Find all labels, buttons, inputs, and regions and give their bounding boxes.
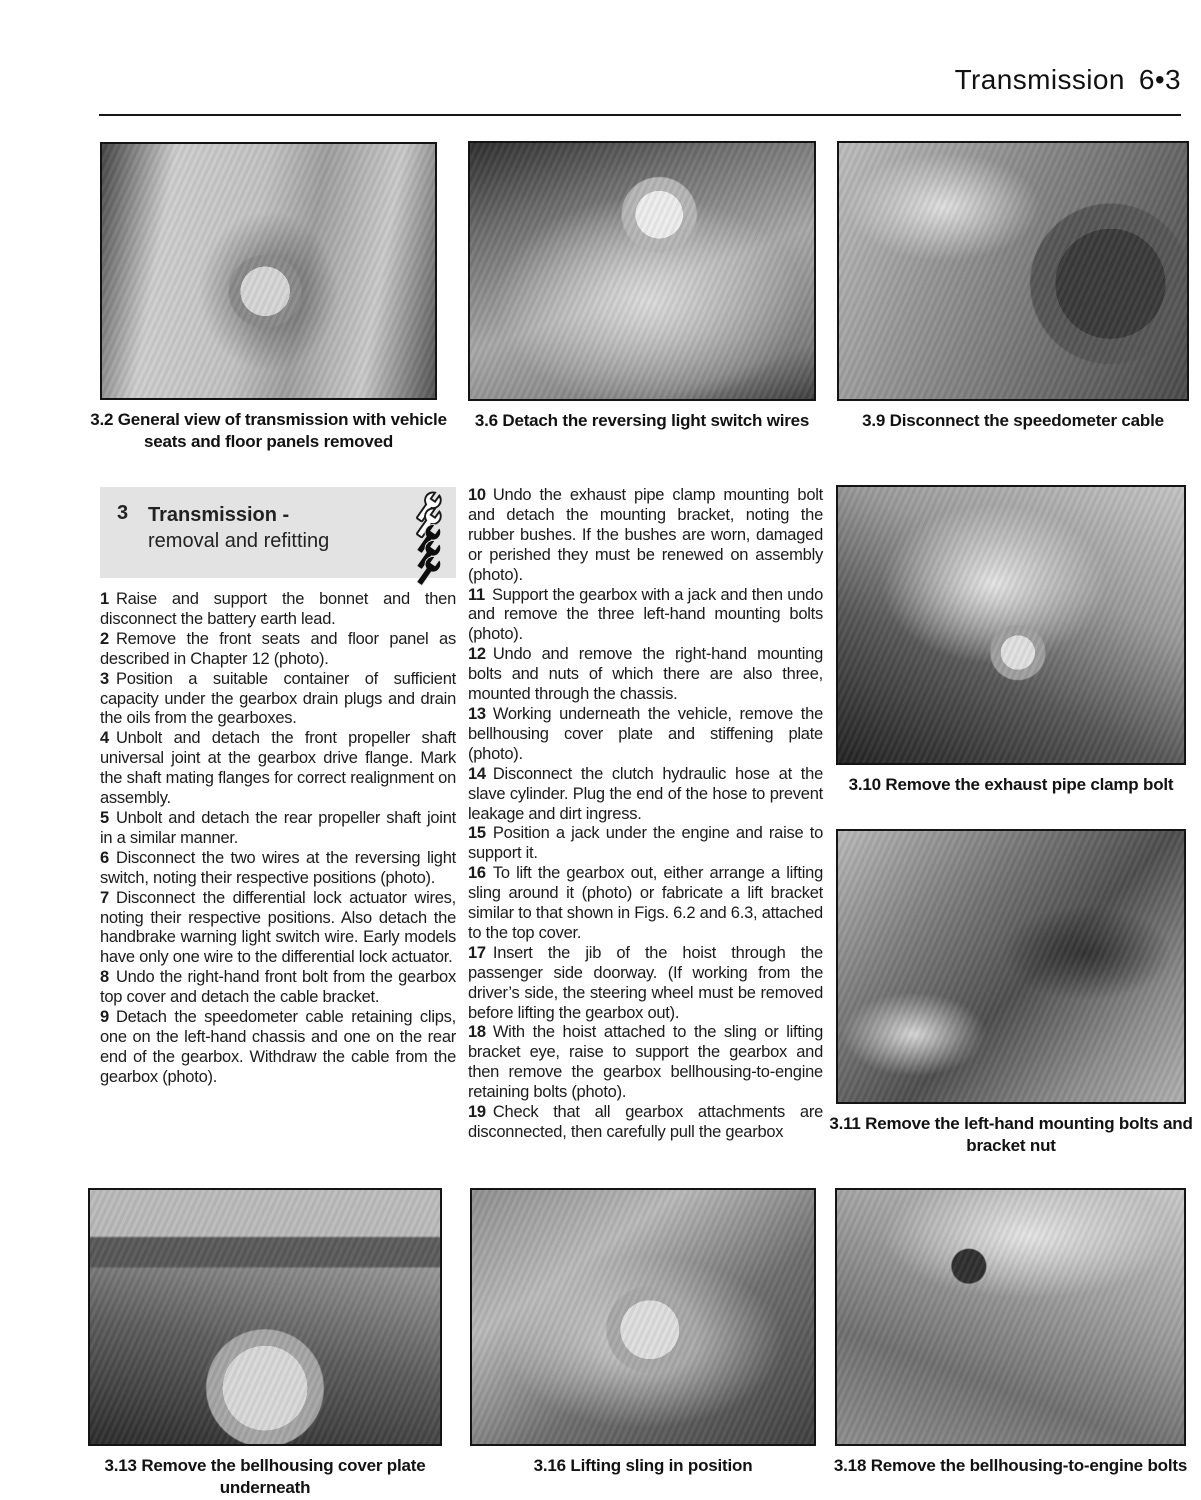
photo-3-6	[468, 141, 816, 401]
photo-caption-3-10: 3.10 Remove the exhaust pipe clamp bolt	[848, 775, 1174, 794]
step-text: Detach the speedometer cable retaining clips, one on the left-hand chassis and one on the rear end of the gearbox. Withdraw the cable from the gearbox (photo).	[100, 1008, 456, 1086]
step-number: 16	[468, 864, 486, 883]
step-3	[100, 670, 456, 730]
step-text: Check that all gearbox attachments are disconnected, then carefully pull the gearbox	[468, 1103, 823, 1141]
step-number: 13	[468, 704, 486, 723]
step-8	[100, 968, 456, 1008]
header-rule	[99, 114, 1181, 116]
step-7	[100, 889, 456, 969]
spanner-icon	[411, 554, 445, 588]
step-text: Working underneath the vehicle, remove the bellhousing cover plate and stiffening plate (photo).	[468, 704, 823, 763]
photo-caption-3-11: 3.11 Remove the left-hand mounting bolts and bracket nut	[829, 1114, 1193, 1155]
photo-caption-3-13: 3.13 Remove the bellhousing cover plate underneath	[104, 1456, 426, 1497]
step-12	[468, 645, 823, 705]
step-number: 5	[100, 808, 109, 827]
step-number: 11	[468, 585, 485, 604]
step-number: 3	[100, 669, 109, 688]
step-4	[100, 729, 456, 809]
step-number: 18	[468, 1023, 486, 1042]
chapter-title: Transmission	[954, 64, 1125, 95]
step-16	[468, 864, 823, 944]
step-number: 19	[468, 1103, 486, 1122]
step-number: 14	[468, 764, 486, 783]
step-text: Undo the right-hand front bolt from the gearbox top cover and detach the cable bracket.	[100, 968, 456, 1007]
photo-3-18	[835, 1188, 1186, 1446]
step-2	[100, 630, 456, 670]
step-number: 9	[100, 1008, 109, 1027]
step-19	[468, 1103, 823, 1143]
photo-3-10	[836, 485, 1186, 765]
step-text: Remove the front seats and floor panel as described in Chapter 12 (photo).	[100, 629, 456, 668]
steps-column-middle	[468, 486, 823, 1143]
section-heading-box	[100, 487, 456, 578]
difficulty-spanner-rating-icon	[408, 492, 448, 574]
page-header	[955, 64, 1181, 96]
step-text: Disconnect the two wires at the reversing light switch, noting their respective positions (photo).	[100, 848, 456, 887]
step-number: 4	[100, 729, 109, 748]
step-number: 7	[100, 888, 109, 907]
photo-3-13	[88, 1188, 442, 1446]
photo-caption-3-2: 3.2 General view of transmission with vehicle seats and floor panels removed	[90, 410, 447, 451]
section-title-line2: removal and refitting	[148, 530, 330, 552]
photo-caption-3-18: 3.18 Remove the bellhousing-to-engine bolts	[833, 1456, 1188, 1475]
photo-caption-3-9: 3.9 Disconnect the speedometer cable	[862, 411, 1164, 430]
step-text: To lift the gearbox out, either arrange a lifting sling around it (photo) or fabricate a lift bracket similar to that shown in Figs. 6.2 and 6.3, attached to the top cover.	[468, 864, 823, 942]
step-10	[468, 486, 823, 586]
step-number: 15	[468, 824, 486, 843]
step-text: Unbolt and detach the front propeller shaft universal joint at the gearbox drive flange. Mark the shaft mating flanges for correct realignment on assembly.	[100, 729, 456, 808]
section-title	[148, 502, 329, 554]
steps-column-left	[100, 590, 456, 1088]
step-13	[468, 705, 823, 765]
page-number: 6•3	[1138, 64, 1181, 95]
step-number: 2	[100, 629, 109, 648]
step-14	[468, 765, 823, 825]
step-number: 12	[468, 645, 486, 664]
step-number: 10	[468, 486, 486, 504]
photo-caption-3-6: 3.6 Detach the reversing light switch wires	[474, 411, 810, 430]
section-title-line1: Transmission -	[148, 504, 290, 526]
photo-figure-3-16	[470, 1188, 816, 1477]
step-text: Unbolt and detach the rear propeller shaft joint in a similar manner.	[100, 808, 456, 847]
step-text: Undo the exhaust pipe clamp mounting bolt and detach the mounting bracket, noting the rubber bushes. If the bushes are worn, damaged or perished they must be renewed on assembly (photo).	[468, 486, 823, 584]
photo-figure-3-9	[837, 141, 1189, 432]
step-number: 8	[100, 968, 109, 987]
step-number: 6	[100, 848, 109, 867]
step-9	[100, 1008, 456, 1088]
step-text: Support the gearbox with a jack and then undo and remove the three left-hand mounting bolts (photo).	[468, 585, 823, 644]
step-text: With the hoist attached to the sling or lifting bracket eye, raise to support the gearbox and then remove the gearbox bellhousing-to-engine retaining bolts (photo).	[468, 1023, 823, 1102]
step-1	[100, 590, 456, 630]
step-15	[468, 824, 823, 864]
photo-3-16	[470, 1188, 816, 1446]
step-17	[468, 944, 823, 1024]
step-number: 1	[100, 590, 109, 608]
step-text: Raise and support the bonnet and then disconnect the battery earth lead.	[100, 590, 456, 628]
photo-figure-3-11	[829, 829, 1193, 1157]
step-18	[468, 1023, 823, 1103]
step-5	[100, 809, 456, 849]
step-text: Undo and remove the right-hand mounting bolts and nuts of which there are also three, mounted through the chassis.	[468, 645, 823, 704]
step-6	[100, 849, 456, 889]
step-text: Insert the jib of the hoist through the passenger side doorway. (If working from the driver’s side, the steering wheel must be removed before lifting the gearbox out).	[468, 943, 823, 1022]
photo-figure-3-10	[836, 485, 1186, 796]
step-text: Disconnect the differential lock actuator wires, noting their respective positions. Also detach the handbrake warning light switch wire. Early models have only one wire to the differential lock actuator.	[100, 888, 456, 967]
photo-caption-3-16: 3.16 Lifting sling in position	[533, 1456, 753, 1475]
photo-3-9	[837, 141, 1189, 401]
step-text: Disconnect the clutch hydraulic hose at the slave cylinder. Plug the end of the hose to prevent leakage and dirt ingress.	[468, 764, 823, 823]
photo-figure-3-2	[90, 142, 447, 453]
step-text: Position a suitable container of sufficient capacity under the gearbox drain plugs and drain the oils from the gearboxes.	[100, 669, 456, 728]
photo-figure-3-13	[88, 1188, 442, 1499]
section-number: 3	[117, 502, 129, 524]
step-11	[468, 586, 823, 646]
step-text: Position a jack under the engine and raise to support it.	[468, 824, 823, 863]
photo-3-11	[836, 829, 1186, 1104]
photo-figure-3-6	[468, 141, 816, 432]
photo-figure-3-18	[835, 1188, 1186, 1477]
step-number: 17	[468, 943, 486, 962]
photo-3-2	[100, 142, 437, 400]
